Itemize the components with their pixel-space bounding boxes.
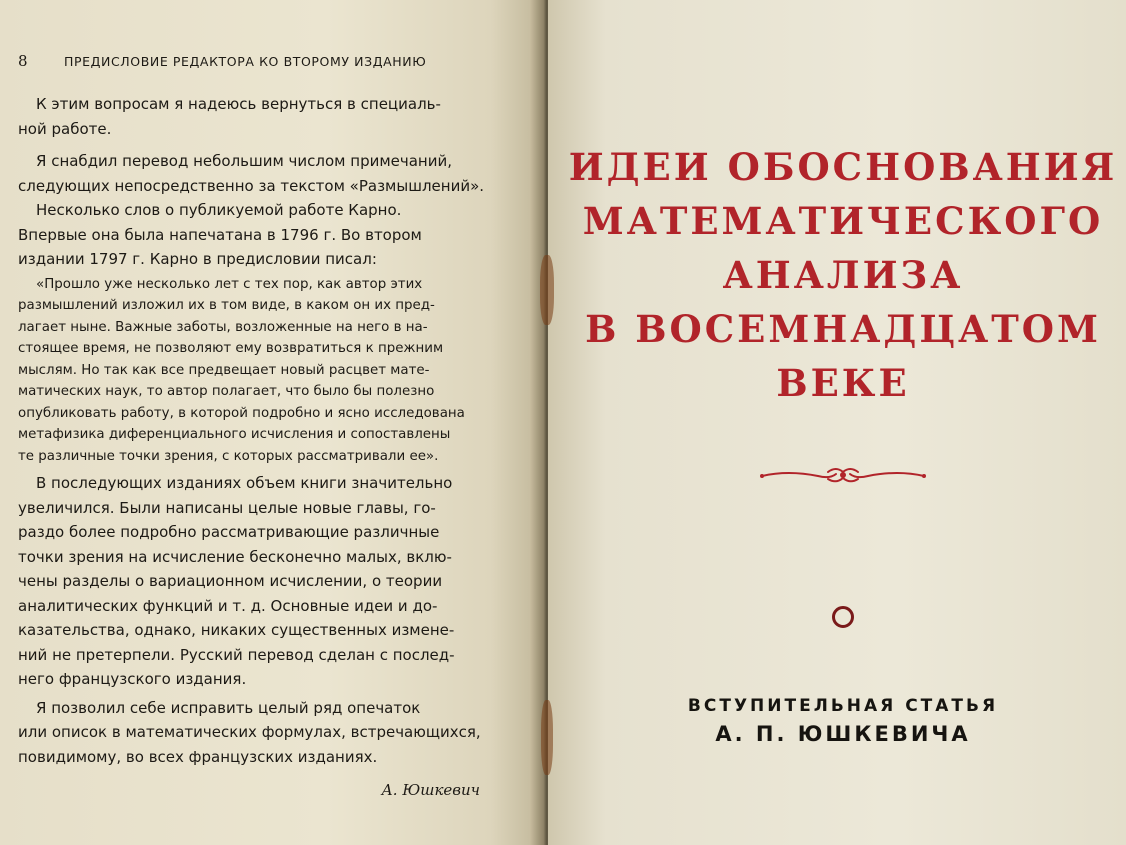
signature: А. Юшкевич bbox=[381, 781, 480, 799]
text-line: Я позволил себе исправить целый ряд опечаток bbox=[36, 698, 421, 717]
text-line: ний не претерпели. Русский перевод сделан с послед- bbox=[18, 645, 455, 664]
text-line: Несколько слов о публикуемой работе Карно. bbox=[36, 201, 402, 219]
title-line: ИДЕИ ОБОСНОВАНИЯ bbox=[568, 145, 1118, 189]
book-title bbox=[560, 140, 1126, 410]
text-line: раздо более подробно рассматривающие различные bbox=[18, 523, 440, 541]
paragraph bbox=[18, 92, 488, 141]
paragraph bbox=[18, 149, 488, 198]
binding-stain bbox=[540, 255, 554, 325]
paragraph bbox=[18, 198, 488, 272]
running-head-title: ПРЕДИСЛОВИЕ РЕДАКТОРА КО ВТОРОМУ ИЗДАНИЮ bbox=[64, 54, 427, 69]
paragraph bbox=[18, 696, 488, 770]
text-line: лагает ныне. Важные заботы, возложенные на него в на- bbox=[18, 319, 428, 335]
text-line: Я снабдил перевод небольшим числом примечаний, bbox=[36, 152, 453, 170]
running-head bbox=[18, 52, 488, 70]
text-line: «Прошло уже несколько лет с тех пор, как автор этих bbox=[36, 276, 423, 292]
text-line: увеличился. Были написаны целые новые главы, го- bbox=[18, 498, 436, 517]
text-line: точки зрения на исчисление бесконечно малых, вклю- bbox=[18, 547, 452, 566]
text-line: казательства, однако, никаких существенных измене- bbox=[18, 621, 455, 639]
text-line: следующих непосредственно за текстом «Размышлений». bbox=[18, 176, 485, 195]
text-line: метафизика диференциального исчисления и сопоставлены bbox=[18, 427, 451, 442]
quotation bbox=[18, 274, 488, 468]
text-line: или описок в математических формулах, встречающихся, bbox=[18, 723, 481, 741]
binding-stain bbox=[541, 700, 553, 775]
left-page-text bbox=[18, 52, 488, 799]
text-line: опубликовать работу, в которой подробно и ясно исследована bbox=[18, 405, 465, 421]
flourish-icon bbox=[758, 464, 928, 486]
text-line: аналитических функций и т. д. Основные идеи и до- bbox=[18, 596, 438, 615]
text-line: мыслям. Но так как все предвещает новый расцвет мате- bbox=[18, 362, 430, 378]
introductory-article-label: ВСТУПИТЕЛЬНАЯ СТАТЬЯ bbox=[687, 696, 999, 716]
title-line: ВЕКЕ bbox=[776, 361, 910, 405]
text-line: ной работе. bbox=[18, 119, 112, 138]
title-page-content bbox=[560, 140, 1126, 746]
text-line: чены разделы о вариационном исчислении, о теории bbox=[18, 572, 443, 590]
introductory-article-author: А. П. ЮШКЕВИЧА bbox=[715, 722, 971, 746]
text-line: него французского издания. bbox=[18, 670, 247, 688]
text-line: издании 1797 г. Карно в предисловии писал: bbox=[18, 250, 377, 268]
text-line: Впервые она была напечатана в 1796 г. Во втором bbox=[18, 225, 422, 244]
title-line: В ВОСЕМНАДЦАТОМ bbox=[585, 307, 1101, 351]
paragraph bbox=[18, 471, 488, 692]
decorative-flourish bbox=[560, 464, 1126, 486]
text-line: повидимому, во всех французских изданиях. bbox=[18, 747, 378, 766]
text-line: К этим вопросам я надеюсь вернуться в специаль- bbox=[36, 95, 441, 113]
text-line: В последующих изданиях объем книги значительно bbox=[36, 474, 453, 492]
page-number: 8 bbox=[18, 52, 29, 70]
title-line: МАТЕМАТИЧЕСКОГО bbox=[582, 199, 1104, 243]
text-line: стоящее время, не позволяют ему возвратиться к прежним bbox=[18, 341, 444, 356]
text-line: матических наук, то автор полагает, что было бы полезно bbox=[18, 384, 435, 399]
text-line: те различные точки зрения, с которых рассматривали ее». bbox=[18, 448, 439, 464]
text-line: размышлений изложил их в том виде, в каком он их пред- bbox=[18, 298, 435, 313]
title-line: АНАЛИЗА bbox=[722, 253, 964, 297]
circle-ornament-icon bbox=[832, 606, 854, 628]
